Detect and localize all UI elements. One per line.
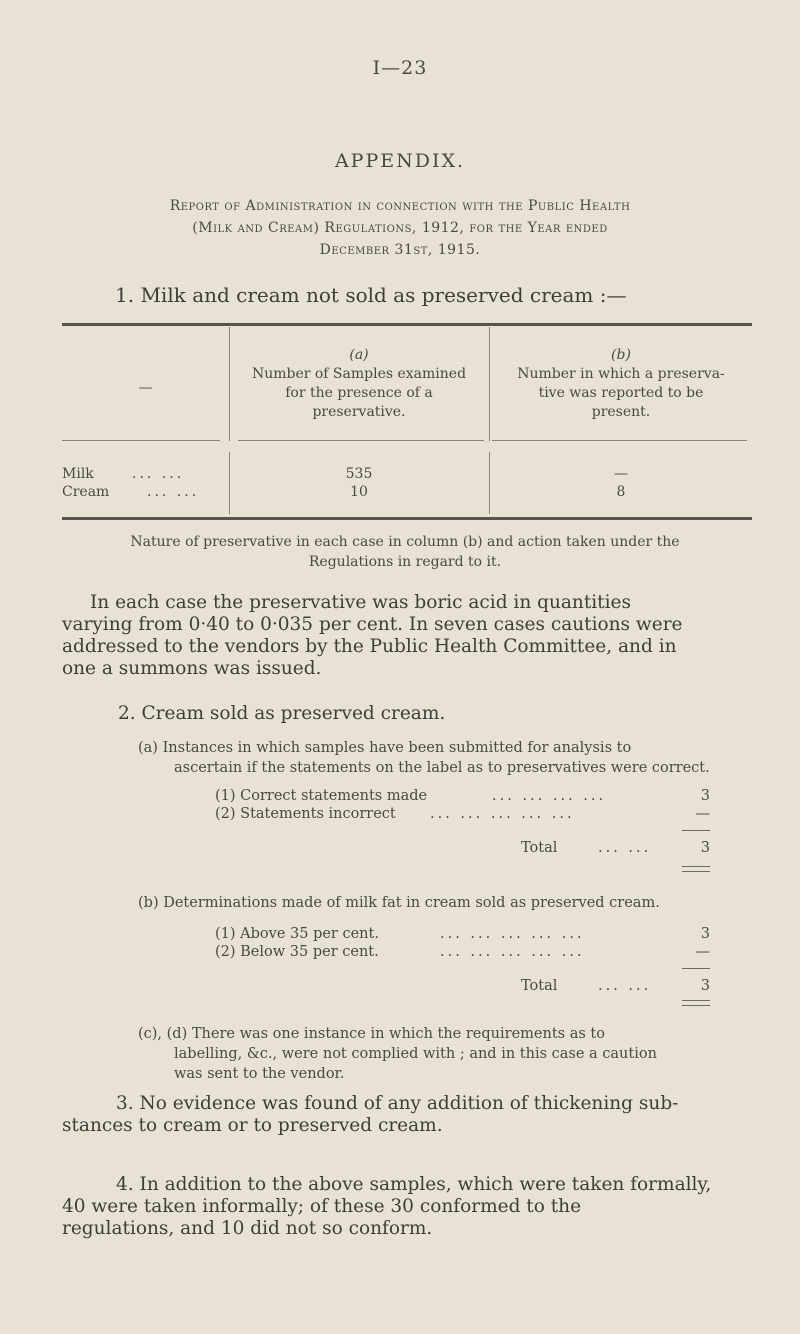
paragraph-line: 40 were taken informally; of these 30 conformed to the [62, 1196, 582, 1217]
table-divider [229, 452, 230, 514]
report-title-line: Report of Administration in connection with the Public Health [169, 198, 631, 214]
text-line: was sent to the vendor. [174, 1066, 345, 1082]
row-label: Cream [62, 484, 110, 500]
paragraph-line: 4. In addition to the above samples, which were taken formally, [116, 1174, 712, 1195]
paragraph-line: varying from 0·40 to 0·035 per cent. In seven cases cautions were [62, 614, 683, 635]
appendix-heading: APPENDIX. [334, 150, 466, 172]
paragraph-line: stances to cream or to preserved cream. [62, 1115, 443, 1136]
text-line: labelling, &c., were not complied with ; and in this case a caution [174, 1046, 657, 1062]
text-line: ascertain if the statements on the label as to preservatives were correct. [174, 760, 710, 776]
cream-samples-value: 10 [350, 484, 368, 500]
milk-samples-value: 535 [345, 466, 373, 482]
item-label: (2) Below 35 per cent. [215, 944, 379, 960]
column-b-header [490, 346, 752, 422]
sum-rule [682, 968, 710, 969]
cream-preservative-value: 8 [616, 484, 626, 500]
item-value: 3 [700, 926, 710, 942]
table-row [62, 484, 229, 500]
table-row [62, 466, 229, 482]
column-a-header-line: preservative. [312, 404, 406, 420]
column-a-header-line: Number of Samples examined [251, 366, 467, 382]
leader-dots: ... ... [598, 840, 652, 856]
total-double-rule [682, 866, 710, 872]
leader-dots: ... ... [132, 466, 185, 482]
leader-dots: ... ... ... ... ... [430, 806, 575, 822]
column-a-letter: (a) [349, 347, 369, 363]
section-2a-text [138, 738, 753, 778]
total-label: Total [521, 978, 558, 994]
paragraph-line: one a summons was issued. [62, 658, 322, 679]
paragraph-line: regulations, and 10 did not so conform. [62, 1218, 433, 1239]
column-b-letter: (b) [611, 347, 631, 363]
row-label: Milk [62, 466, 94, 482]
report-title-line: December 31st, 1915. [319, 242, 481, 258]
sum-rule [682, 830, 710, 831]
item-label: (1) Correct statements made [215, 788, 428, 804]
column-a-header [229, 346, 489, 422]
total-double-rule [682, 1000, 710, 1006]
header-rule [238, 440, 484, 441]
item-label: (2) Statements incorrect [215, 806, 396, 822]
paragraph-line: addressed to the vendors by the Public Health Committee, and in [62, 636, 677, 657]
leader-dots: ... ... ... ... ... [440, 926, 585, 942]
section-4-paragraph [62, 1174, 752, 1240]
text-line: (a) Instances in which samples have been submitted for analysis to [138, 740, 632, 756]
leader-dots: ... ... ... ... ... [440, 944, 585, 960]
table-divider [489, 452, 490, 514]
section-3-paragraph [62, 1093, 752, 1137]
table-top-rule [62, 323, 752, 326]
section-1-heading: 1. Milk and cream not sold as preserved cream :— [115, 283, 627, 307]
item-value: — [695, 944, 710, 960]
report-title [80, 195, 720, 261]
paragraph-line: In each case the preservative was boric acid in quantities [90, 592, 631, 613]
total-value: 3 [700, 840, 710, 856]
section-2cd-text [138, 1024, 753, 1084]
total-label: Total [521, 840, 558, 856]
total-value: 3 [700, 978, 710, 994]
header-rule [492, 440, 747, 441]
section-1-paragraph [62, 592, 752, 680]
header-rule [62, 440, 220, 441]
list-item [215, 806, 396, 822]
section-2-heading: 2. Cream sold as preserved cream. [118, 703, 446, 724]
column-b-header-line: Number in which a preserva- [517, 366, 725, 382]
list-item [215, 944, 379, 960]
note-line: Nature of preservative in each case in column (b) and action taken under the [130, 534, 680, 550]
stub-header: — [138, 380, 153, 396]
leader-dots: ... ... [147, 484, 200, 500]
leader-dots: ... ... ... ... [492, 788, 607, 804]
column-a-header-line: for the presence of a [285, 385, 433, 401]
preservative-note [75, 532, 735, 572]
table-bottom-rule [62, 517, 752, 520]
leader-dots: ... ... [598, 978, 652, 994]
text-line: (c), (d) There was one instance in which the requirements as to [138, 1026, 605, 1042]
milk-preservative-value: — [614, 466, 628, 482]
item-value: 3 [700, 788, 710, 804]
paragraph-line: 3. No evidence was found of any addition of thickening sub- [116, 1093, 679, 1114]
list-item [215, 788, 427, 804]
column-b-header-line: tive was reported to be [538, 385, 704, 401]
column-b-header-line: present. [591, 404, 651, 420]
page-number: I—23 [372, 57, 428, 79]
note-line: Regulations in regard to it. [308, 554, 502, 570]
report-title-line: (Milk and Cream) Regulations, 1912, for the Year ended [192, 220, 608, 236]
item-label: (1) Above 35 per cent. [215, 926, 379, 942]
list-item [215, 926, 379, 942]
item-value: — [695, 806, 710, 822]
section-2b-text: (b) Determinations made of milk fat in cream sold as preserved cream. [138, 895, 660, 911]
